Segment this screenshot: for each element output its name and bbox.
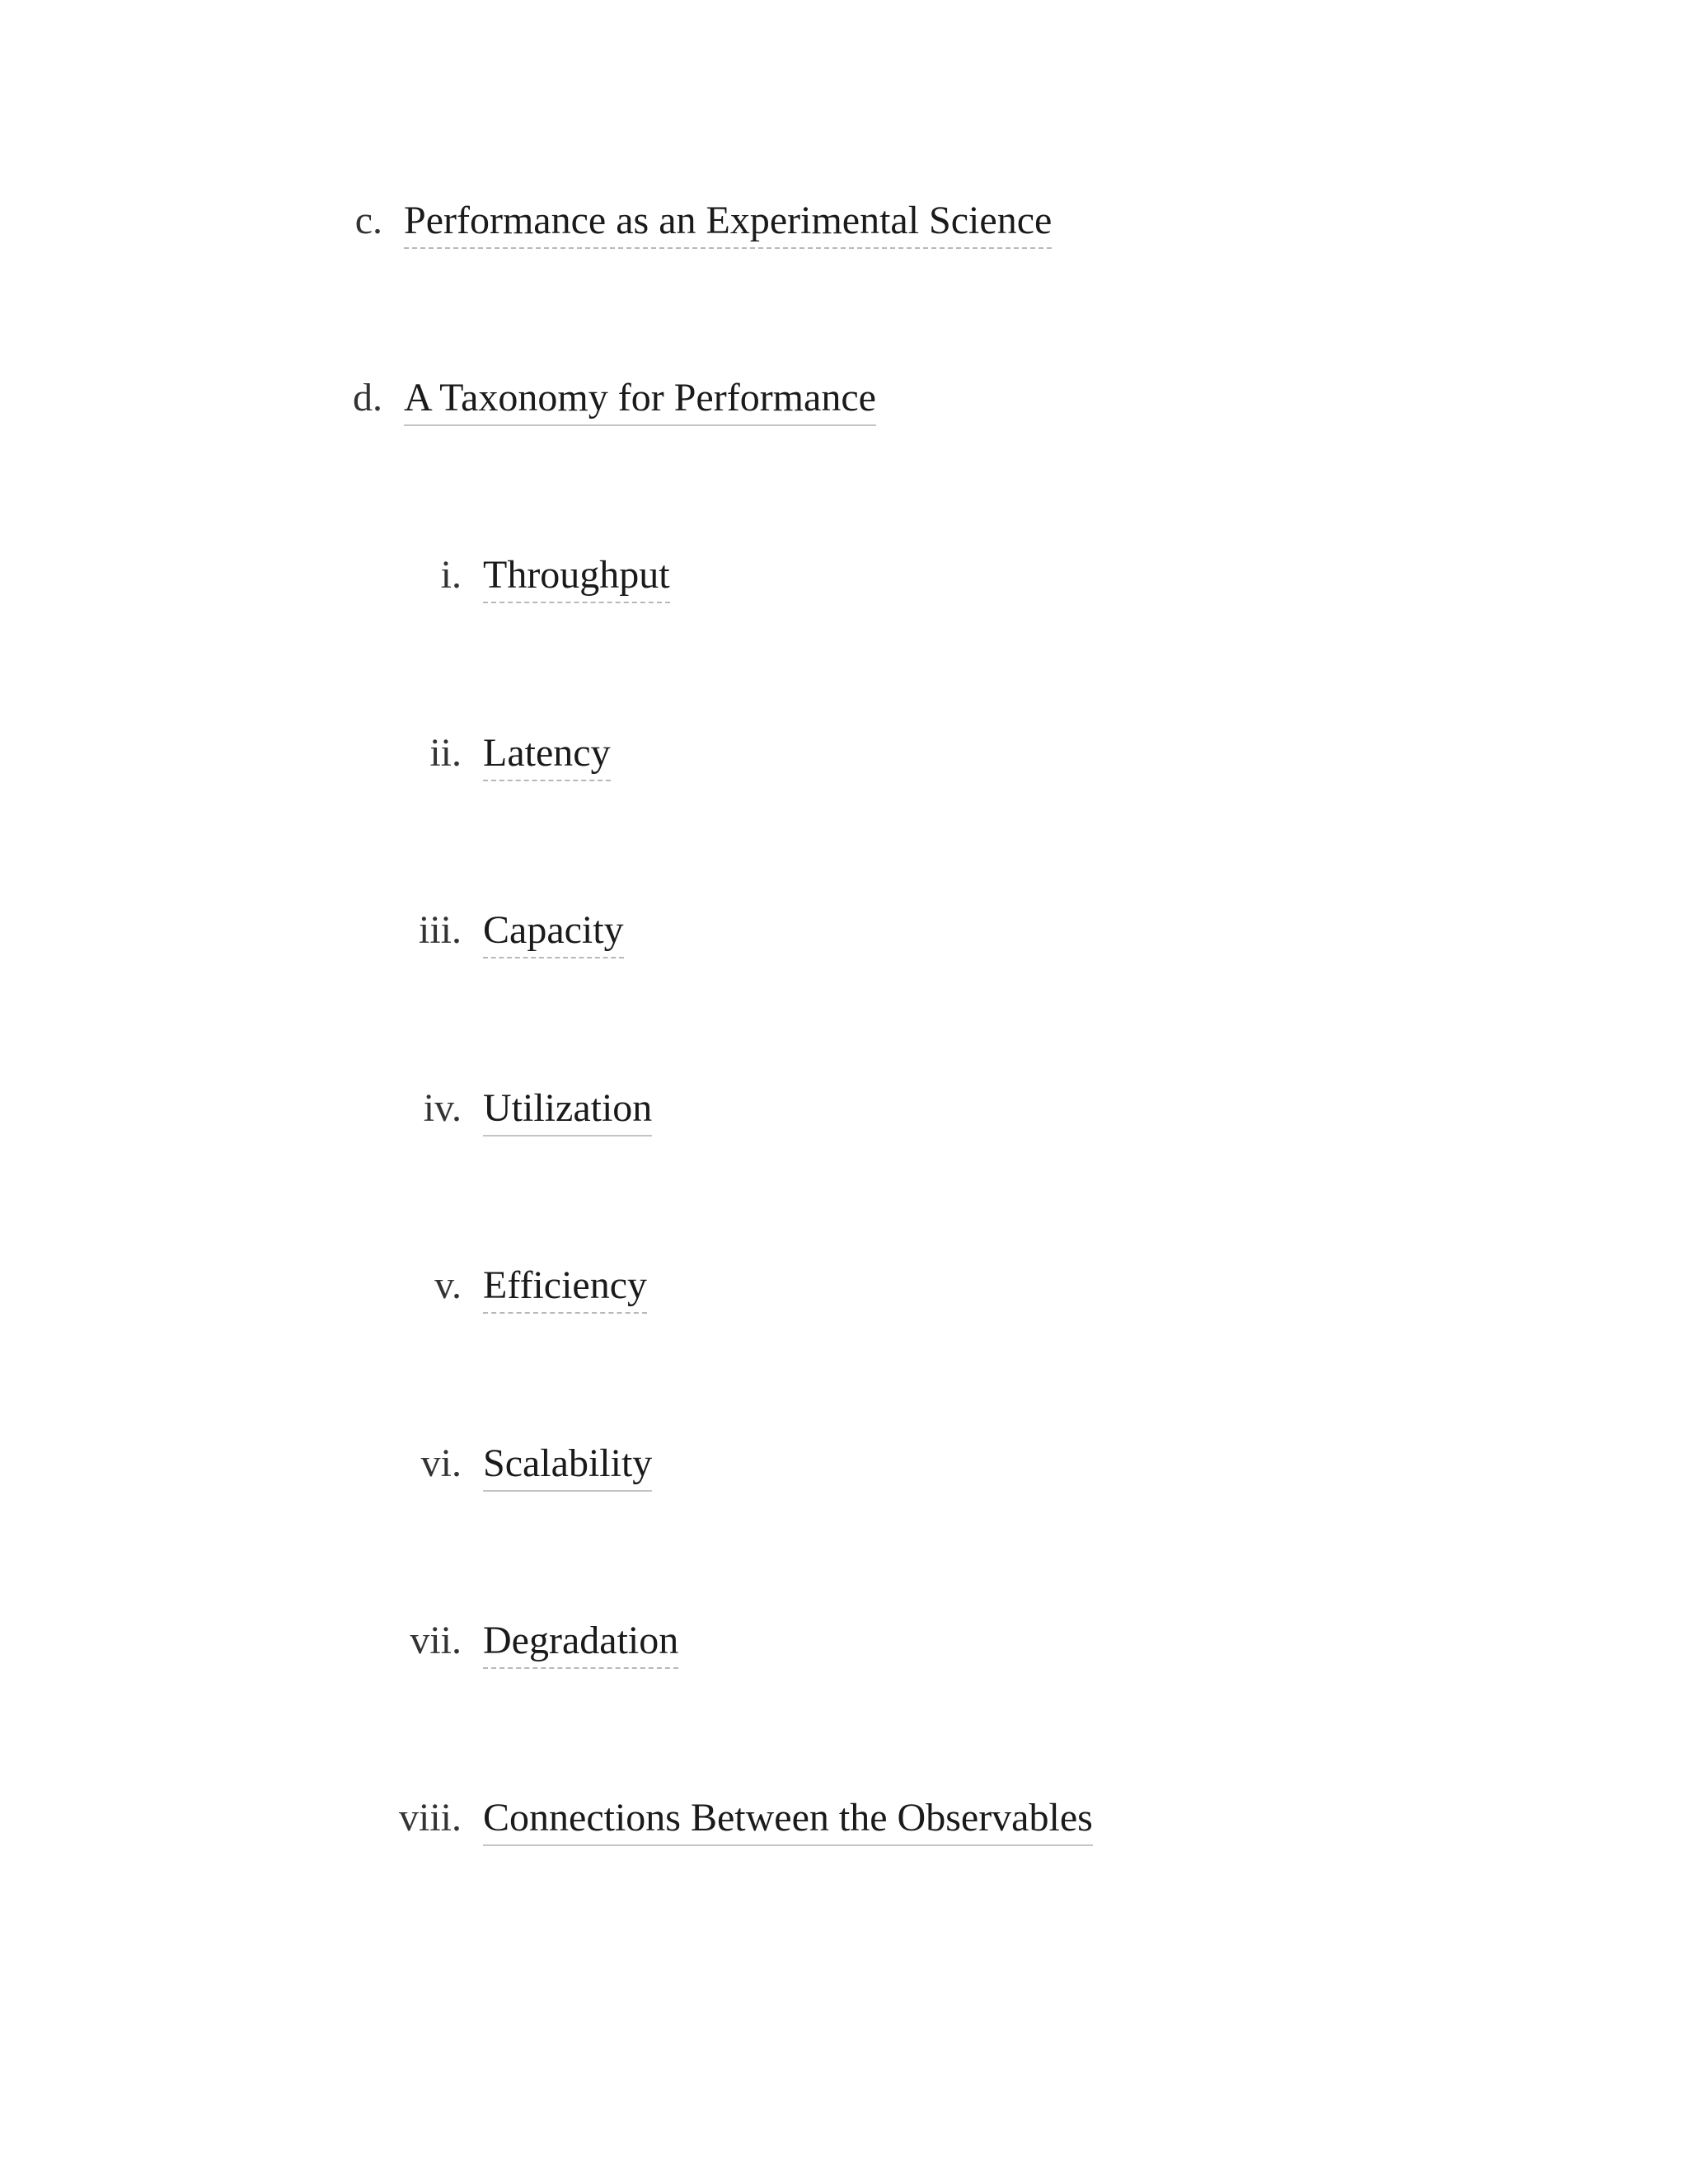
toc-entry-vi bbox=[0, 1439, 652, 1492]
toc-marker: vii. bbox=[410, 1619, 462, 1662]
toc-entry-viii bbox=[0, 1793, 1093, 1846]
toc-link-connections-between-observables[interactable]: Connections Between the Observables bbox=[483, 1793, 1093, 1846]
toc-link-capacity[interactable]: Capacity bbox=[483, 906, 624, 958]
toc-entry-d bbox=[0, 373, 876, 426]
toc-link-taxonomy-for-performance[interactable]: A Taxonomy for Performance bbox=[404, 373, 876, 426]
toc-marker: v. bbox=[434, 1263, 462, 1307]
toc-marker: vi. bbox=[420, 1441, 462, 1485]
toc-entry-v bbox=[0, 1261, 647, 1314]
toc-marker: c. bbox=[354, 199, 382, 242]
toc-marker: iv. bbox=[423, 1086, 462, 1130]
toc-entry-ii bbox=[0, 729, 611, 781]
toc-entry-vii bbox=[0, 1616, 678, 1669]
toc-entry-c bbox=[0, 196, 1052, 249]
toc-marker: ii. bbox=[429, 731, 462, 775]
toc-link-latency[interactable]: Latency bbox=[483, 729, 611, 781]
toc-link-utilization[interactable]: Utilization bbox=[483, 1084, 652, 1137]
toc-marker: viii. bbox=[398, 1796, 462, 1840]
toc-link-scalability[interactable]: Scalability bbox=[483, 1439, 652, 1492]
toc-link-efficiency[interactable]: Efficiency bbox=[483, 1261, 647, 1314]
toc-entry-i bbox=[0, 551, 670, 603]
toc-link-performance-experimental-science[interactable]: Performance as an Experimental Science bbox=[404, 196, 1052, 249]
toc-entry-iv bbox=[0, 1084, 652, 1137]
toc-marker: d. bbox=[353, 376, 382, 419]
toc-marker: iii. bbox=[418, 908, 462, 952]
toc-marker: i. bbox=[440, 553, 462, 597]
toc-link-throughput[interactable]: Throughput bbox=[483, 551, 670, 603]
toc-entry-iii bbox=[0, 906, 624, 958]
toc-link-degradation[interactable]: Degradation bbox=[483, 1616, 678, 1669]
